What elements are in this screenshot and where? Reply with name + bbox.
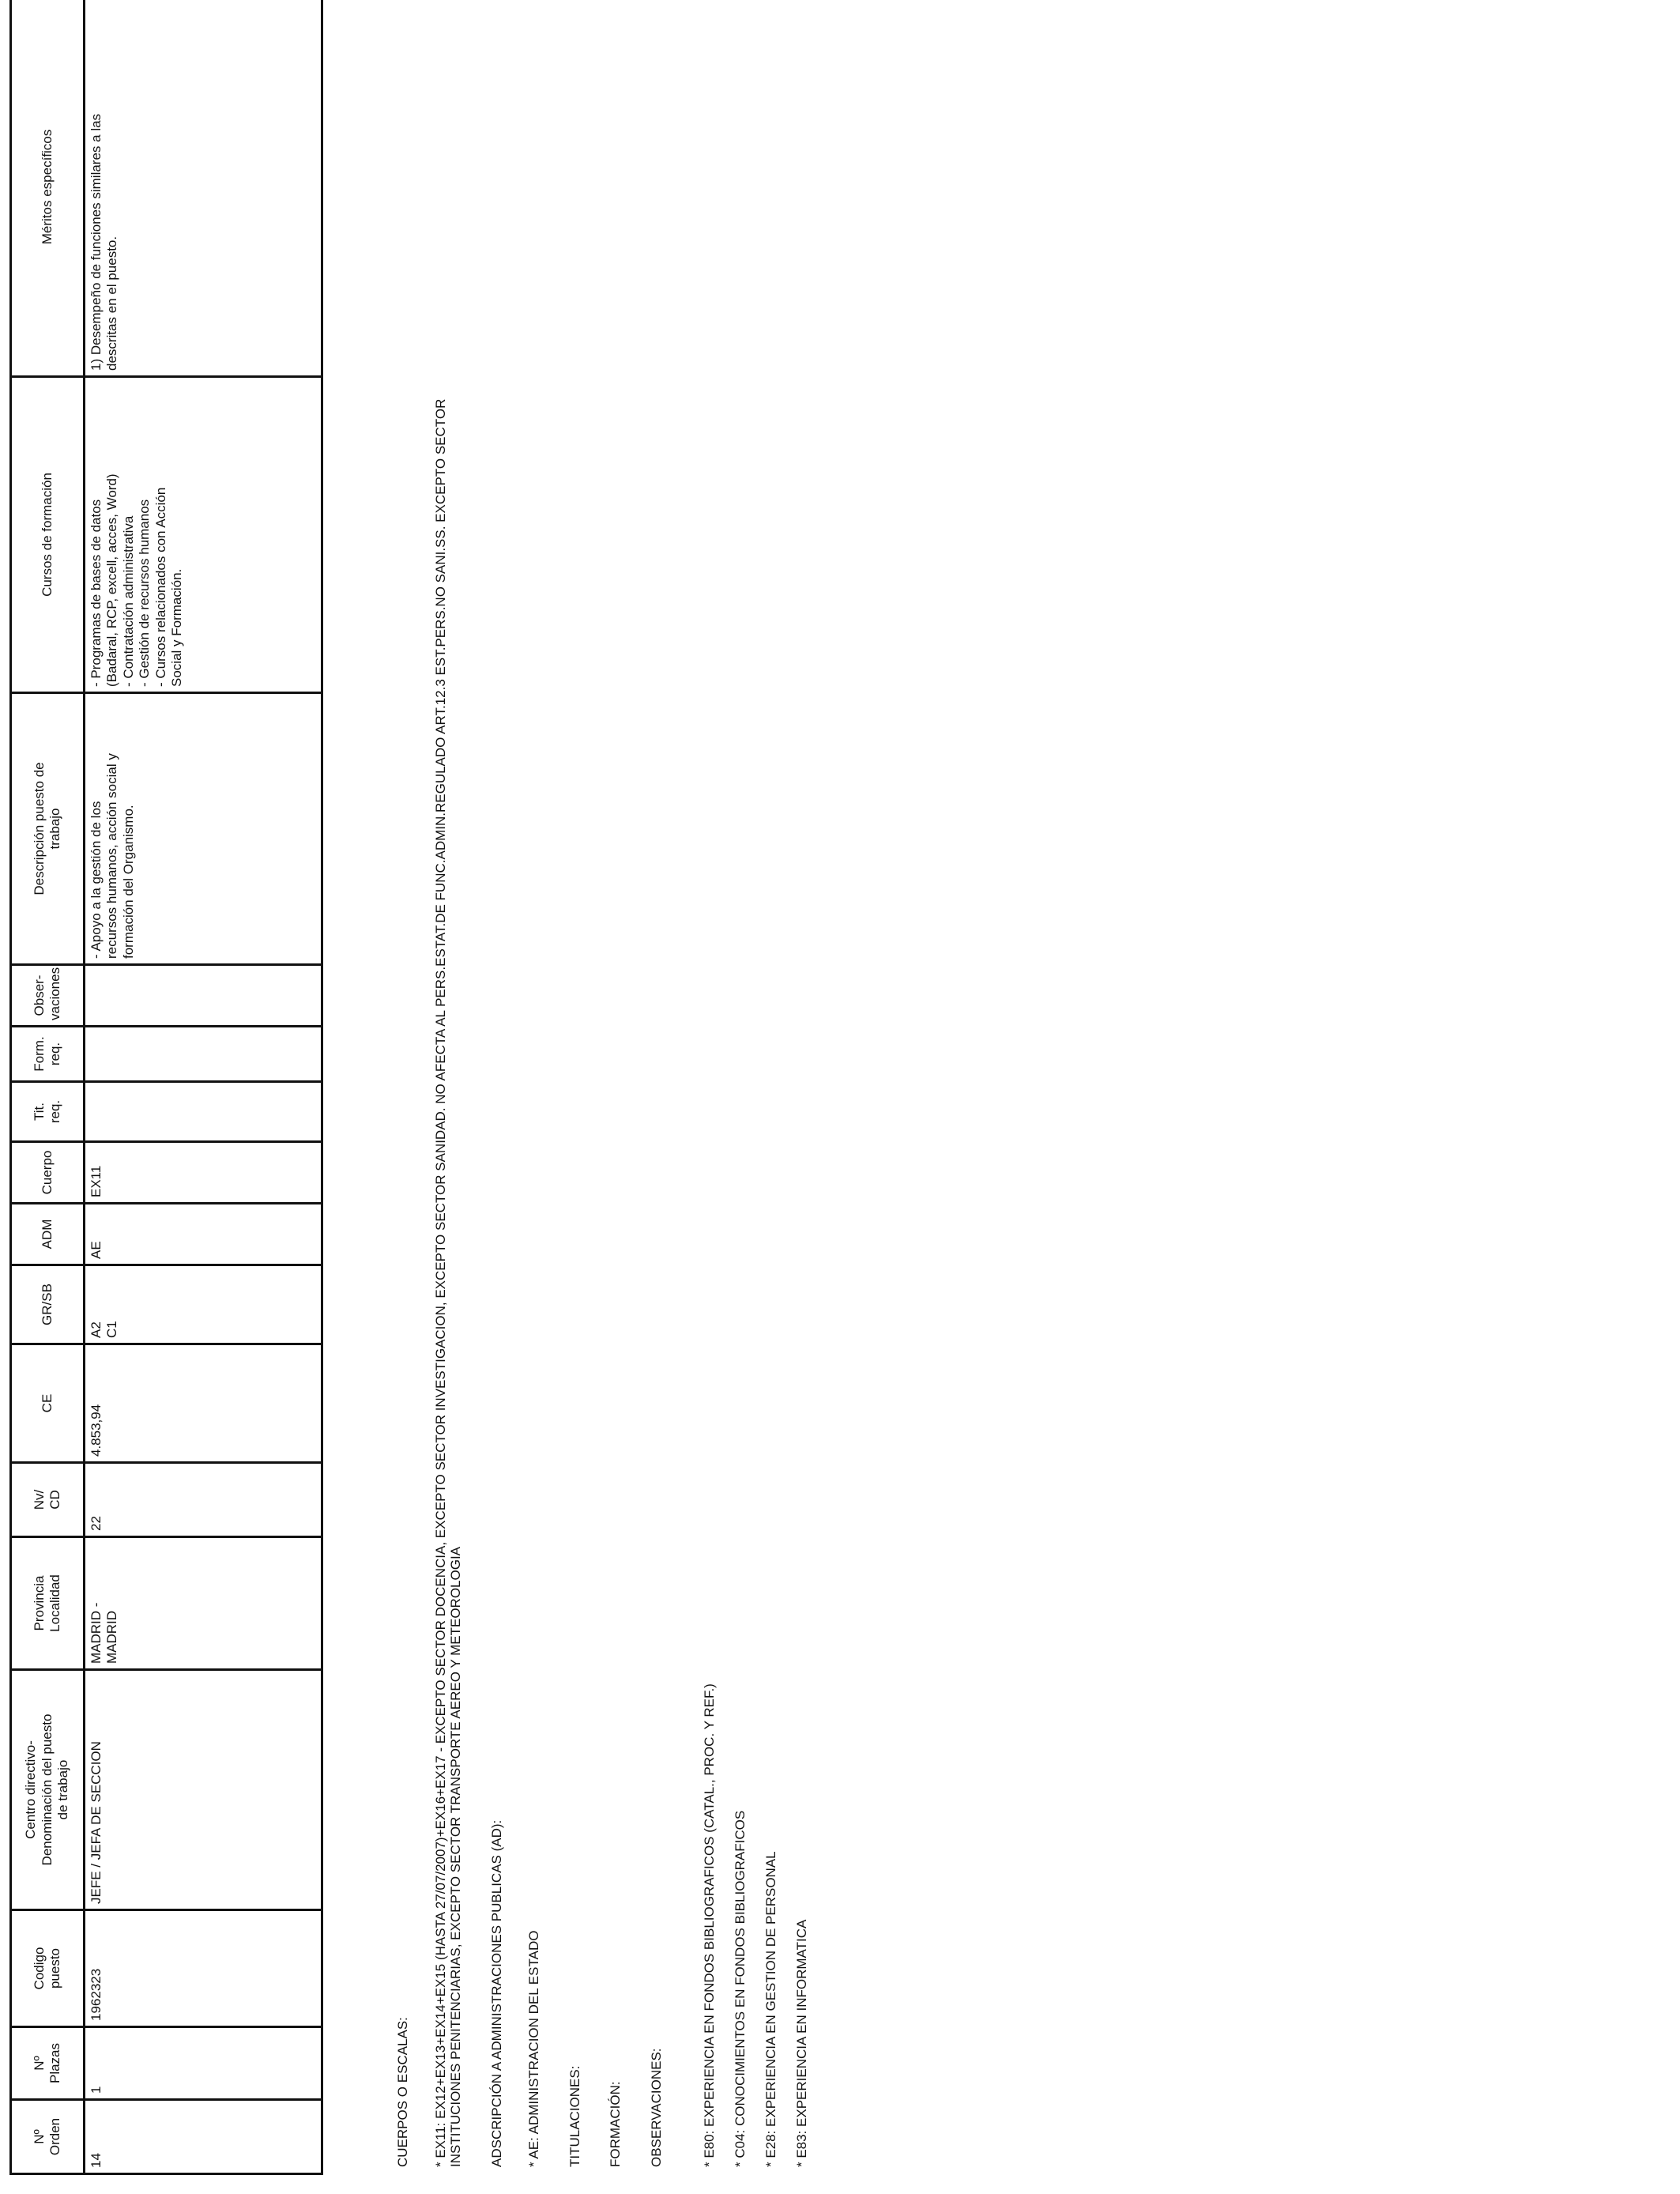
adscripcion-heading: ADSCRIPCIÓN A ADMINISTRACIONES PUBLICAS (AD): (488, 1819, 504, 2167)
cell-plazas: 1 (85, 2027, 322, 2100)
list-item: * E28: EXPERIENCIA EN GESTION DE PERSONAL (763, 1851, 779, 2167)
table-row (85, 0, 322, 2174)
list-item: * E80: EXPERIENCIA EN FONDOS BIBLIOGRAFICOS (CATAL., PROC. Y REF.) (701, 1683, 717, 2167)
cell-grupo: A2 C1 (85, 1265, 322, 1344)
cell-codigo: 1962323 (85, 1910, 322, 2027)
header-plazas: Nº Plazas (11, 2027, 85, 2100)
header-ce: CE (11, 1344, 85, 1463)
header-tit: Tit. req. (11, 1082, 85, 1142)
cell-denominacion: JEFE / JEFA DE SECCION (85, 1670, 322, 1910)
formacion-heading: FORMACIÓN: (608, 2081, 623, 2167)
cell-ce: 4.853,94 (85, 1344, 322, 1463)
header-codigo: Codigo puesto (11, 1910, 85, 2027)
header-orden: Nº Orden (11, 2100, 85, 2174)
observaciones-list (686, 33, 825, 2167)
cell-form (85, 1027, 322, 1082)
observaciones-heading: OBSERVACIONES: (648, 2048, 664, 2167)
header-cursos: Cursos de formación (11, 377, 85, 693)
header-cuerpo: Cuerpo (11, 1142, 85, 1204)
cell-tit (85, 1082, 322, 1142)
cell-observaciones (85, 965, 322, 1027)
footnotes (395, 33, 825, 2167)
cuerpos-text: * EX11: EX12+EX13+EX14+EX15 (HASTA 27/07/2007)+EX16+EX17 - EXCEPTO SECTOR DOCENCIA, EXCEPTO SECTOR INVESTIGACION, EXCEPTO SECTOR SANIDAD. NO AFECTA AL PERS.ESTAT.DE FUNC.ADMIN.REGULADO ART.12.3 EST.PERS.NO SANI.SS. EXCEPTO SECTOR INSTITUCIONES PENITENCIARIAS, EXCEPTO SECTOR TRANSPORTE AEREO Y METEOROLOGIA (432, 398, 464, 2167)
cell-cursos: - Programas de bases de datos (Badaral, RCP, excell, acces, Word) - Contratación administrativa - Gestión de recursos humanos - Cursos relacionados con Acción Social y Formación. (85, 377, 322, 693)
cell-adm: AE (85, 1204, 322, 1265)
cuerpos-heading: CUERPOS O ESCALAS: (395, 2017, 410, 2167)
header-descripcion: Descripción puesto de trabajo (11, 693, 85, 965)
header-form: Form. req. (11, 1027, 85, 1082)
header-grupo: GR/SB (11, 1265, 85, 1344)
header-nivel: Nv/ CD (11, 1463, 85, 1537)
adscripcion-text: * AE: ADMINISTRACION DEL ESTADO (526, 1930, 542, 2167)
header-denominacion: Centro directivo- Denominación del puesto de trabajo (11, 1670, 85, 1910)
list-item: * C04: CONOCIMIENTOS EN FONDOS BIBLIOGRAFICOS (733, 1810, 748, 2167)
list-item: * E83: EXPERIENCIA EN INFORMATICA (794, 1919, 810, 2167)
header-meritos: Méritos específicos (11, 0, 85, 377)
header-provincia: Provincia Localidad (11, 1537, 85, 1670)
cell-nivel: 22 (85, 1463, 322, 1537)
header-adm: ADM (11, 1204, 85, 1265)
job-positions-table (9, 0, 323, 2175)
cell-orden: 14 (85, 2100, 322, 2174)
cell-meritos: 1) Desempeño de funciones similares a las descritas en el puesto. (85, 0, 322, 377)
header-observaciones: Obser- vaciones (11, 965, 85, 1027)
cell-cuerpo: EX11 (85, 1142, 322, 1204)
titulaciones-heading: TITULACIONES: (567, 2065, 582, 2167)
table-header-row (11, 0, 85, 2174)
cell-provincia: MADRID - MADRID (85, 1537, 322, 1670)
cell-descripcion: - Apoyo a la gestión de los recursos humanos, acción social y formación del Organismo. (85, 693, 322, 965)
